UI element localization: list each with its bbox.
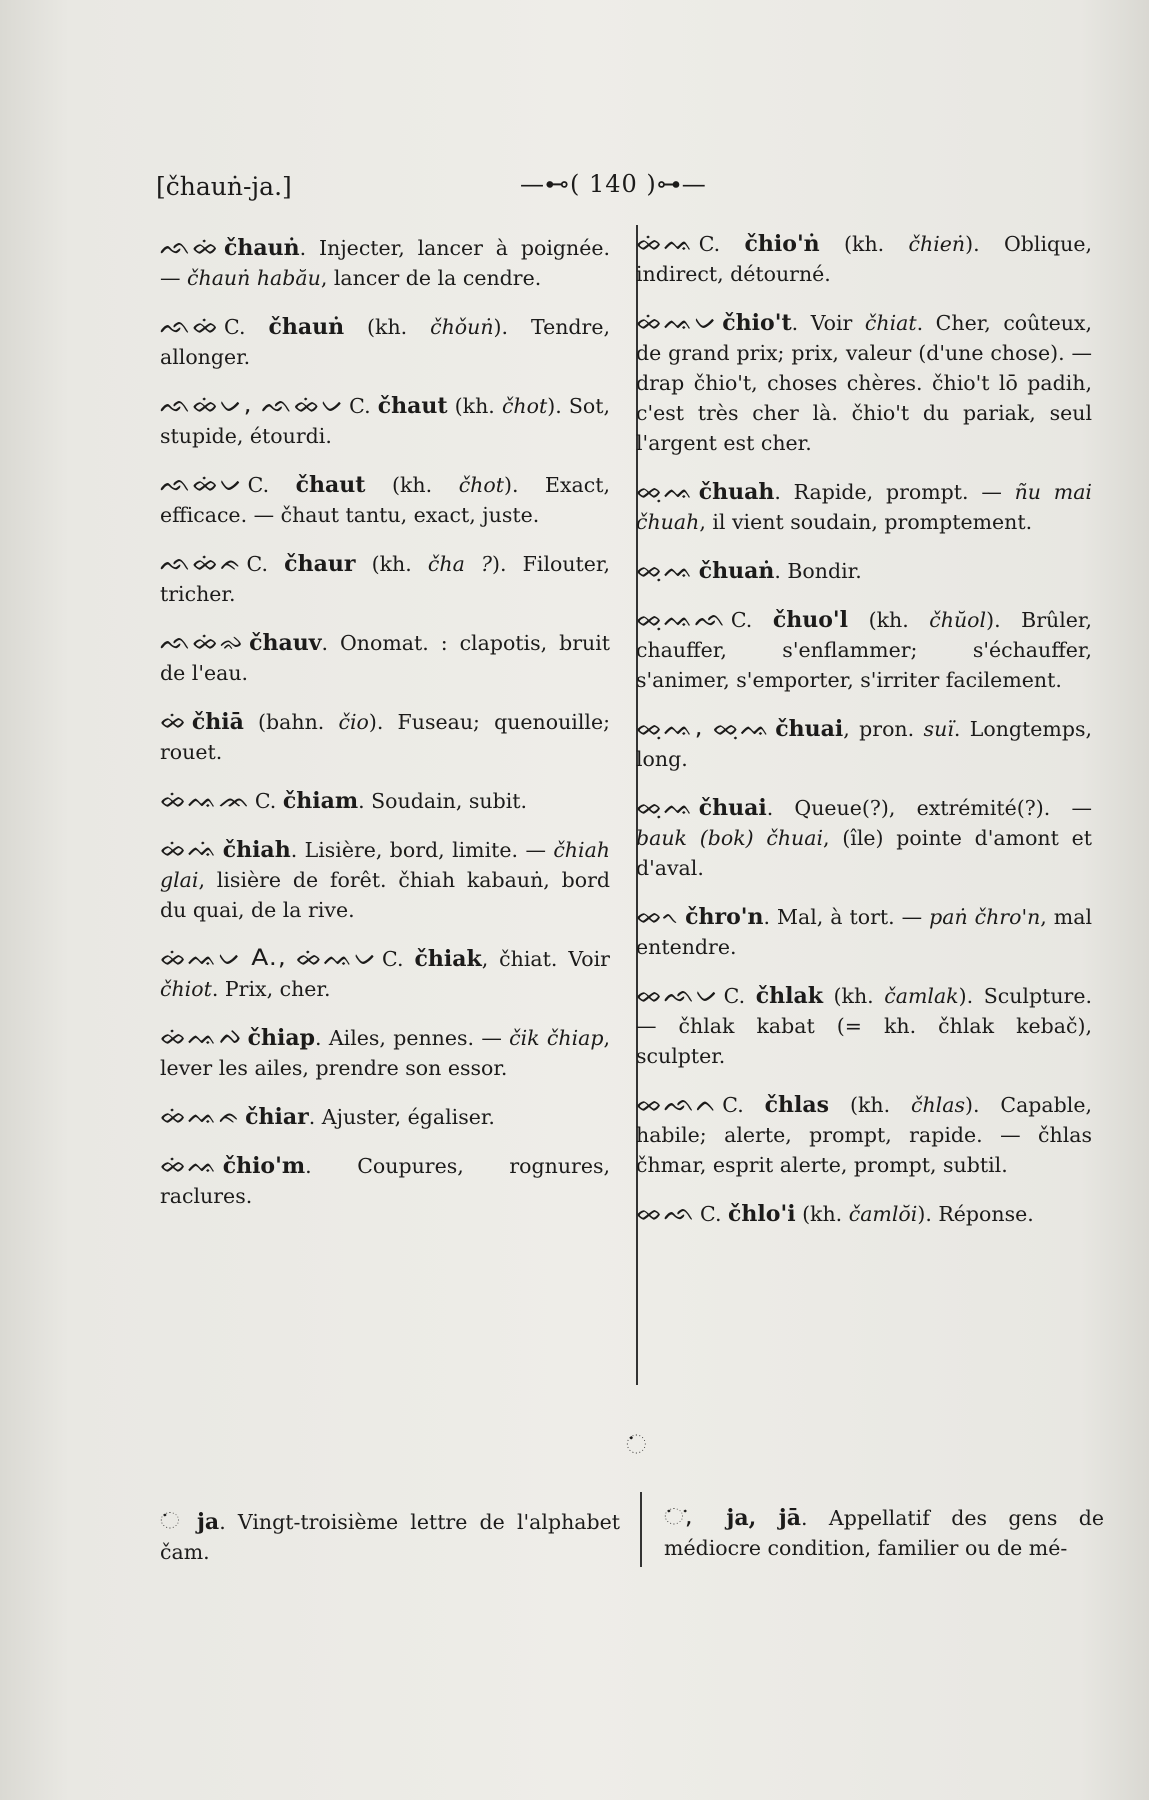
dictionary-entry [636,604,1092,695]
cham-script-glyph: ᨖᨘᨕᨒ [636,605,727,632]
headword: čhaur [284,551,356,577]
definition-text: (kh. [795,1202,849,1226]
definition-tail: , lisière de forêt. čhiah kabauṅ, bord du quai, de la rive. [160,868,610,922]
cham-script-glyph: ᨖᨗᨕᨄ [160,1023,244,1050]
definition-tail: , lever les ailes, prendre son essor. [160,1026,611,1080]
definition-text: . Bondir. [774,559,862,583]
example-text: čamlak [884,984,959,1008]
definition-text: (kh. [848,608,930,632]
headword: ja, jā [726,1505,801,1531]
dictionary-entry [160,943,610,1004]
cham-script-glyph: ᨗ [160,1507,181,1534]
headword: čhlak [755,983,823,1009]
dictionary-entry [636,228,1092,289]
definition-tail: ). Réponse. [917,1202,1034,1226]
entry-prefix: C. [382,947,415,971]
definition-tail: , (île) pointe d'amont et d'aval. [636,826,1092,880]
definition-text: , pron. [843,717,924,741]
cham-script-glyph: ᨖᨒ [636,1199,697,1226]
definition-tail: ). Brûler, chauffer, s'enflammer; s'échauffer, s'animer, s'emporter, s'irriter facilement. [636,608,1092,692]
definition-text: . Ailes, pennes. — [315,1026,510,1050]
entry-ja-letter [160,1506,620,1567]
entry-prefix: C. [700,1202,729,1226]
headword: čhauṅ [268,314,345,340]
cham-script-glyph: ᨗ, ᨗ [664,1503,701,1530]
definition-tail: ). Exact, efficace. — čhaut tantu, exact, juste. [160,473,610,527]
dictionary-entry [160,1101,610,1132]
dictionary-entry [636,792,1092,883]
definition-text: (kh. [355,552,428,576]
cham-script-glyph: ᨖᨗᨕᨆ [636,308,719,335]
cham-script-glyph: ᨖᨘᨕ [636,556,695,583]
dictionary-entry [160,785,610,816]
headword: čhiap [247,1025,316,1051]
cham-script-glyph: ᨖᨚ [636,902,682,929]
definition-tail: , lancer de la cendre. [320,266,542,290]
definition-text: . Coupures, rognures, raclures. [160,1154,610,1208]
cham-script-glyph: ᨖᨘᨕ [636,793,695,820]
definition-text: . Rapide, prompt. — [774,480,1015,504]
cham-script-glyph: ᨒᨖᨗᨃ [160,549,243,576]
example-text: ñu mai čhuah [636,480,1092,534]
dictionary-entry [636,1089,1092,1180]
definition-text: . Lisière, bord, limite. — [290,838,554,862]
definition-text: . Injecter, lancer à poignée. — [160,236,610,290]
example-text: čik čhiap [509,1026,604,1050]
headword: čhuo'l [772,607,849,633]
definition-text: (kh. [344,315,431,339]
dictionary-entry [636,1198,1092,1229]
definition-text: (kh. [365,473,459,497]
headword: čhuaṅ [698,558,775,584]
cham-script-glyph: ᨖᨗᨕᨆ A., ᨖᨗᨕᨆ [160,944,379,971]
cham-script-glyph: ᨒᨖᨗ [160,233,221,260]
dictionary-entry [636,713,1092,774]
dictionary-entry [636,476,1092,537]
definition-text: . Mal, à tort. — [763,905,930,929]
example-text: čhot [501,394,548,418]
cham-script-glyph: ᨖᨗᨕᨏ [160,786,251,813]
dictionary-entry [160,390,610,451]
example-text: čamlŏi [848,1202,918,1226]
bottom-column-divider [640,1492,642,1567]
definition-tail: ). Sot, stupide, étourdi. [160,394,610,448]
example-text: čhŭol [929,608,987,632]
definition-tail: ). Capable, habile; alerte, prompt, rapide. — čhlas čhmar, esprit alerte, prompt, subtil. [636,1093,1092,1177]
dictionary-entry [636,307,1092,458]
headword: čhiā [191,709,244,735]
running-head: [čhauṅ-ja.] [156,172,292,201]
headword: čhuai [775,716,844,742]
entry-prefix: C. [722,1093,765,1117]
page-number: —⊷( 140 )⊶— [520,170,707,198]
example-text: paṅ čhro'n [929,905,1041,929]
headword: čhro'n [685,904,764,930]
definition-tail: ). Sculpture. — čhlak kabat (= kh. čhlak kebač), sculpter. [636,984,1093,1068]
example-text: čhiah glai [160,838,610,892]
definition-tail: ). Fuseau; quenouille; rouet. [160,710,610,764]
headword: čhio'm [222,1153,306,1179]
example-text: čhiat [864,311,917,335]
definition-text: . Queue(?), extrémité(?). — [766,796,1092,820]
headword: čhauṅ [224,235,300,261]
dictionary-entry [160,1022,610,1083]
definition-text: (kh. [447,394,502,418]
entry-prefix: C. [224,315,269,339]
right-column [636,228,1092,1247]
entry-ja-appellative [664,1502,1104,1563]
example-text: suï [923,717,954,741]
definition-text: (kh. [819,232,909,256]
dictionary-entry [636,901,1092,962]
definition-tail: , mal entendre. [636,905,1093,959]
headword: čhuai [698,795,767,821]
dictionary-entry [160,548,610,609]
example-text: čhlas [911,1093,965,1117]
headword: čhiah [222,837,291,863]
definition: . Vingt-troisième lettre de l'alphabet čam. [160,1510,620,1564]
definition-tail: . Cher, coûteux, de grand prix; prix, valeur (d'une chose). — drap čhio't, choses chères. čhio't lō padih, c'est très cher là. čhio't du pariak, seul l'argent est cher. [636,311,1093,455]
headword: čhiam [282,788,359,814]
cham-script-glyph: ᨖᨗᨕ [636,229,695,256]
headword: čhlas [764,1092,830,1118]
entry-prefix: C. [254,789,283,813]
dictionary-entry [160,706,610,767]
cham-script-glyph: ᨖᨗᨕ [160,1151,219,1178]
cham-script-glyph: ᨒᨖᨗᨆ [160,470,244,497]
definition: . Appellatif des gens de médiocre condition, familier ou de mé- [664,1506,1104,1560]
headword: ja [196,1509,220,1535]
headword: čhaut [377,393,448,419]
headword: čhuah [698,479,775,505]
entry-prefix: C. [349,394,378,418]
example-text: čhieṅ [908,232,966,256]
example-text: čio [338,710,369,734]
dictionary-entry [160,627,610,688]
example-text: čhiot [160,977,212,1001]
cham-script-glyph: ᨖᨘᨕ, ᨖᨘᨕ [636,714,772,741]
definition-text: , čhiat. Voir [481,947,610,971]
example-text: bauk (bok) čhuai [636,826,824,850]
cham-script-glyph: ᨖᨗ [160,707,188,734]
dictionary-entry [636,980,1092,1071]
definition-tail: ). Oblique, indirect, détourné. [636,232,1092,286]
definition-tail: , il vient soudain, promptement. [699,510,1033,534]
headword: čhio't [722,310,792,336]
cham-script-glyph: ᨖᨗᨕᨗ [160,835,219,862]
example-text: čhauṅ habău [187,266,321,290]
headword: čhaut [295,472,366,498]
definition-text: . Onomat. : clapotis, bruit de l'eau. [160,631,610,685]
headword: čhiar [245,1104,309,1130]
definition-text: (kh. [822,984,885,1008]
cham-script-glyph: ᨖᨒᨈ [636,1090,719,1117]
cham-script-glyph: ᨖᨒᨆ [636,981,720,1008]
entry-prefix: C. [723,984,756,1008]
example-text: čhǒuṅ [430,315,494,339]
definition-text: . Voir [791,311,865,335]
section-letter-symbol: ᨗ [626,1430,647,1460]
dictionary-entry [160,311,610,372]
cham-script-glyph: ᨒᨖᨗ [160,312,221,339]
left-column [160,232,610,1229]
cham-script-glyph: ᨒᨖᨗᨋ [160,628,246,655]
entry-prefix: C. [730,608,773,632]
definition-text: (kh. [829,1093,911,1117]
dictionary-entry [160,469,610,530]
cham-script-glyph: ᨖᨗᨕᨃ [160,1102,242,1129]
headword: čhio'ṅ [744,231,820,257]
definition-text: . Ajuster, égaliser. [308,1105,495,1129]
cham-script-glyph: ᨖᨘᨕ [636,477,695,504]
definition-tail: ). Tendre, allonger. [160,315,610,369]
cham-script-glyph: ᨒᨖᨗᨆ, ᨒᨖᨗᨆ [160,391,346,418]
entry-prefix: C. [247,473,296,497]
headword: čhlo'i [728,1201,796,1227]
definition-text: . Soudain, subit. [358,789,528,813]
definition-tail: . Prix, cher. [211,977,331,1001]
headword: čhauv [249,630,322,656]
entry-prefix: C. [698,232,745,256]
dictionary-entry [160,1150,610,1211]
dictionary-entry [160,834,610,925]
example-text: čha ? [427,552,492,576]
example-text: čhot [458,473,504,497]
dictionary-entry [160,232,610,293]
definition-tail: . Longtemps, long. [636,717,1092,771]
definition-text: (bahn. [243,710,339,734]
entry-prefix: C. [246,552,285,576]
dictionary-entry [636,555,1092,586]
headword: čhiak [414,946,482,972]
definition-tail: ). Filouter, tricher. [160,552,610,606]
